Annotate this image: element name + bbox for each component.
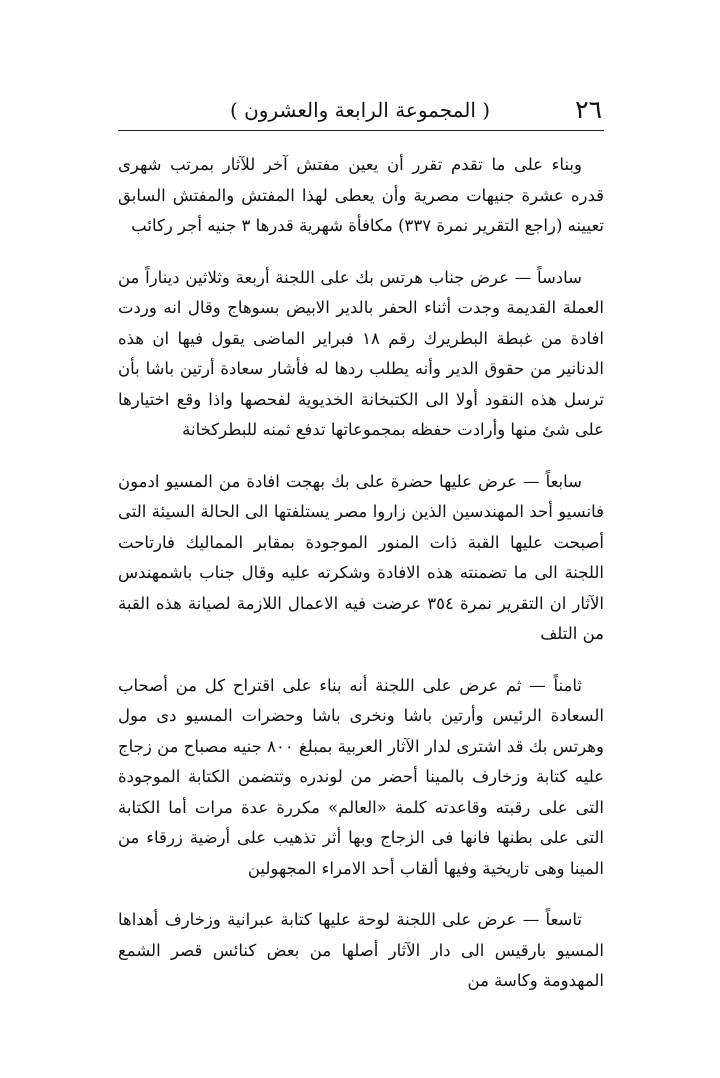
header-rule: [118, 130, 604, 131]
paragraph-intro: وبناء على ما تقدم تقرر أن يعين مفتش آخر للآثار بمرتب شهرى قدره عشرة جنيهات مصرية وأن يعطى لهذا المفتش والمفتش السابق تعيينه (راجع التقرير نمرة ٣٣٧) مكافأة شهرية قدرها ٣ جنيه أجر ركائب: [118, 155, 604, 235]
page-header: [118, 92, 602, 128]
page-number: ٢٦: [575, 95, 602, 124]
paragraph-ninth: تاسعاً — عرض على اللجنة لوحة عليها كتابة عبرانية وزخارف أهداها المسيو بارقيس الى دار الآثار أصلها من بعض كنائس قصر الشمع المهدومة وكاسة من: [118, 910, 604, 990]
paragraph-seventh: سابعاً — عرض عليها حضرة على بك بهجت افادة من المسيو ادمون فانسيو أحد المهندسين الذين زاروا مصر يستلفتها الى الحالة السيئة التى أصبحت عليها القبة ذات المنور الموجودة بمقابر المماليك فارتاحت اللجنة الى ما تضمنته هذه الافادة وشكرته عليه وقال جناب باشمهندس الآثار ان التقرير نمرة ٣٥٤ عرضت فيه الاعمال اللازمة لصيانة هذه القبة من التلف: [118, 471, 604, 643]
paragraph-sixth: سادساً — عرض جناب هرتس بك على اللجنة أربعة وثلاثين ديناراً من العملة القديمة وجدت أثناء الحفر بالدير الابيض بسوهاج وقال انه وردت افادة من غبطة البطريرك رقم ١٨ فبراير الماضى يقول فيها ان هذه الدنانير من حقوق الدير وأنه يطلب ردها له فأشار سعادة أرتين باشا بأن ترسل هذه النقود أولا الى الكتبخانة الخديوية لفحصها واذا وقع اختيارها على شئ منها وأرادت حفظه بمجموعاتها تدفع ثمنه للبطركخانة: [118, 267, 604, 439]
running-title: ( المجموعة الرابعة والعشرون ): [229, 98, 491, 122]
body-text: [118, 150, 604, 1018]
paragraph-eighth: ثامناً — ثم عرض على اللجنة أنه بناء على اقتراح كل من أصحاب السعادة الرئيس وأرتين باشا ونخرى باشا وحضرات المسيو دى مول وهرتس بك قد اشترى لدار الآثار العربية بمبلغ ٨٠٠ جنيه مصباح من زجاج عليه كتابة وزخارف بالمينا أحضر من لوندره وتتضمن الكتابة الموجودة التى على رقبته وقاعدته كلمة «العالم» مكررة عدة مرات أما الكتابة التى على بطنها فانها فى الزجاج وبها أثر تذهيب على أرضية زرقاء من المينا وهى تاريخية وفيها ألقاب أحد الامراء المجهولين: [118, 675, 604, 878]
